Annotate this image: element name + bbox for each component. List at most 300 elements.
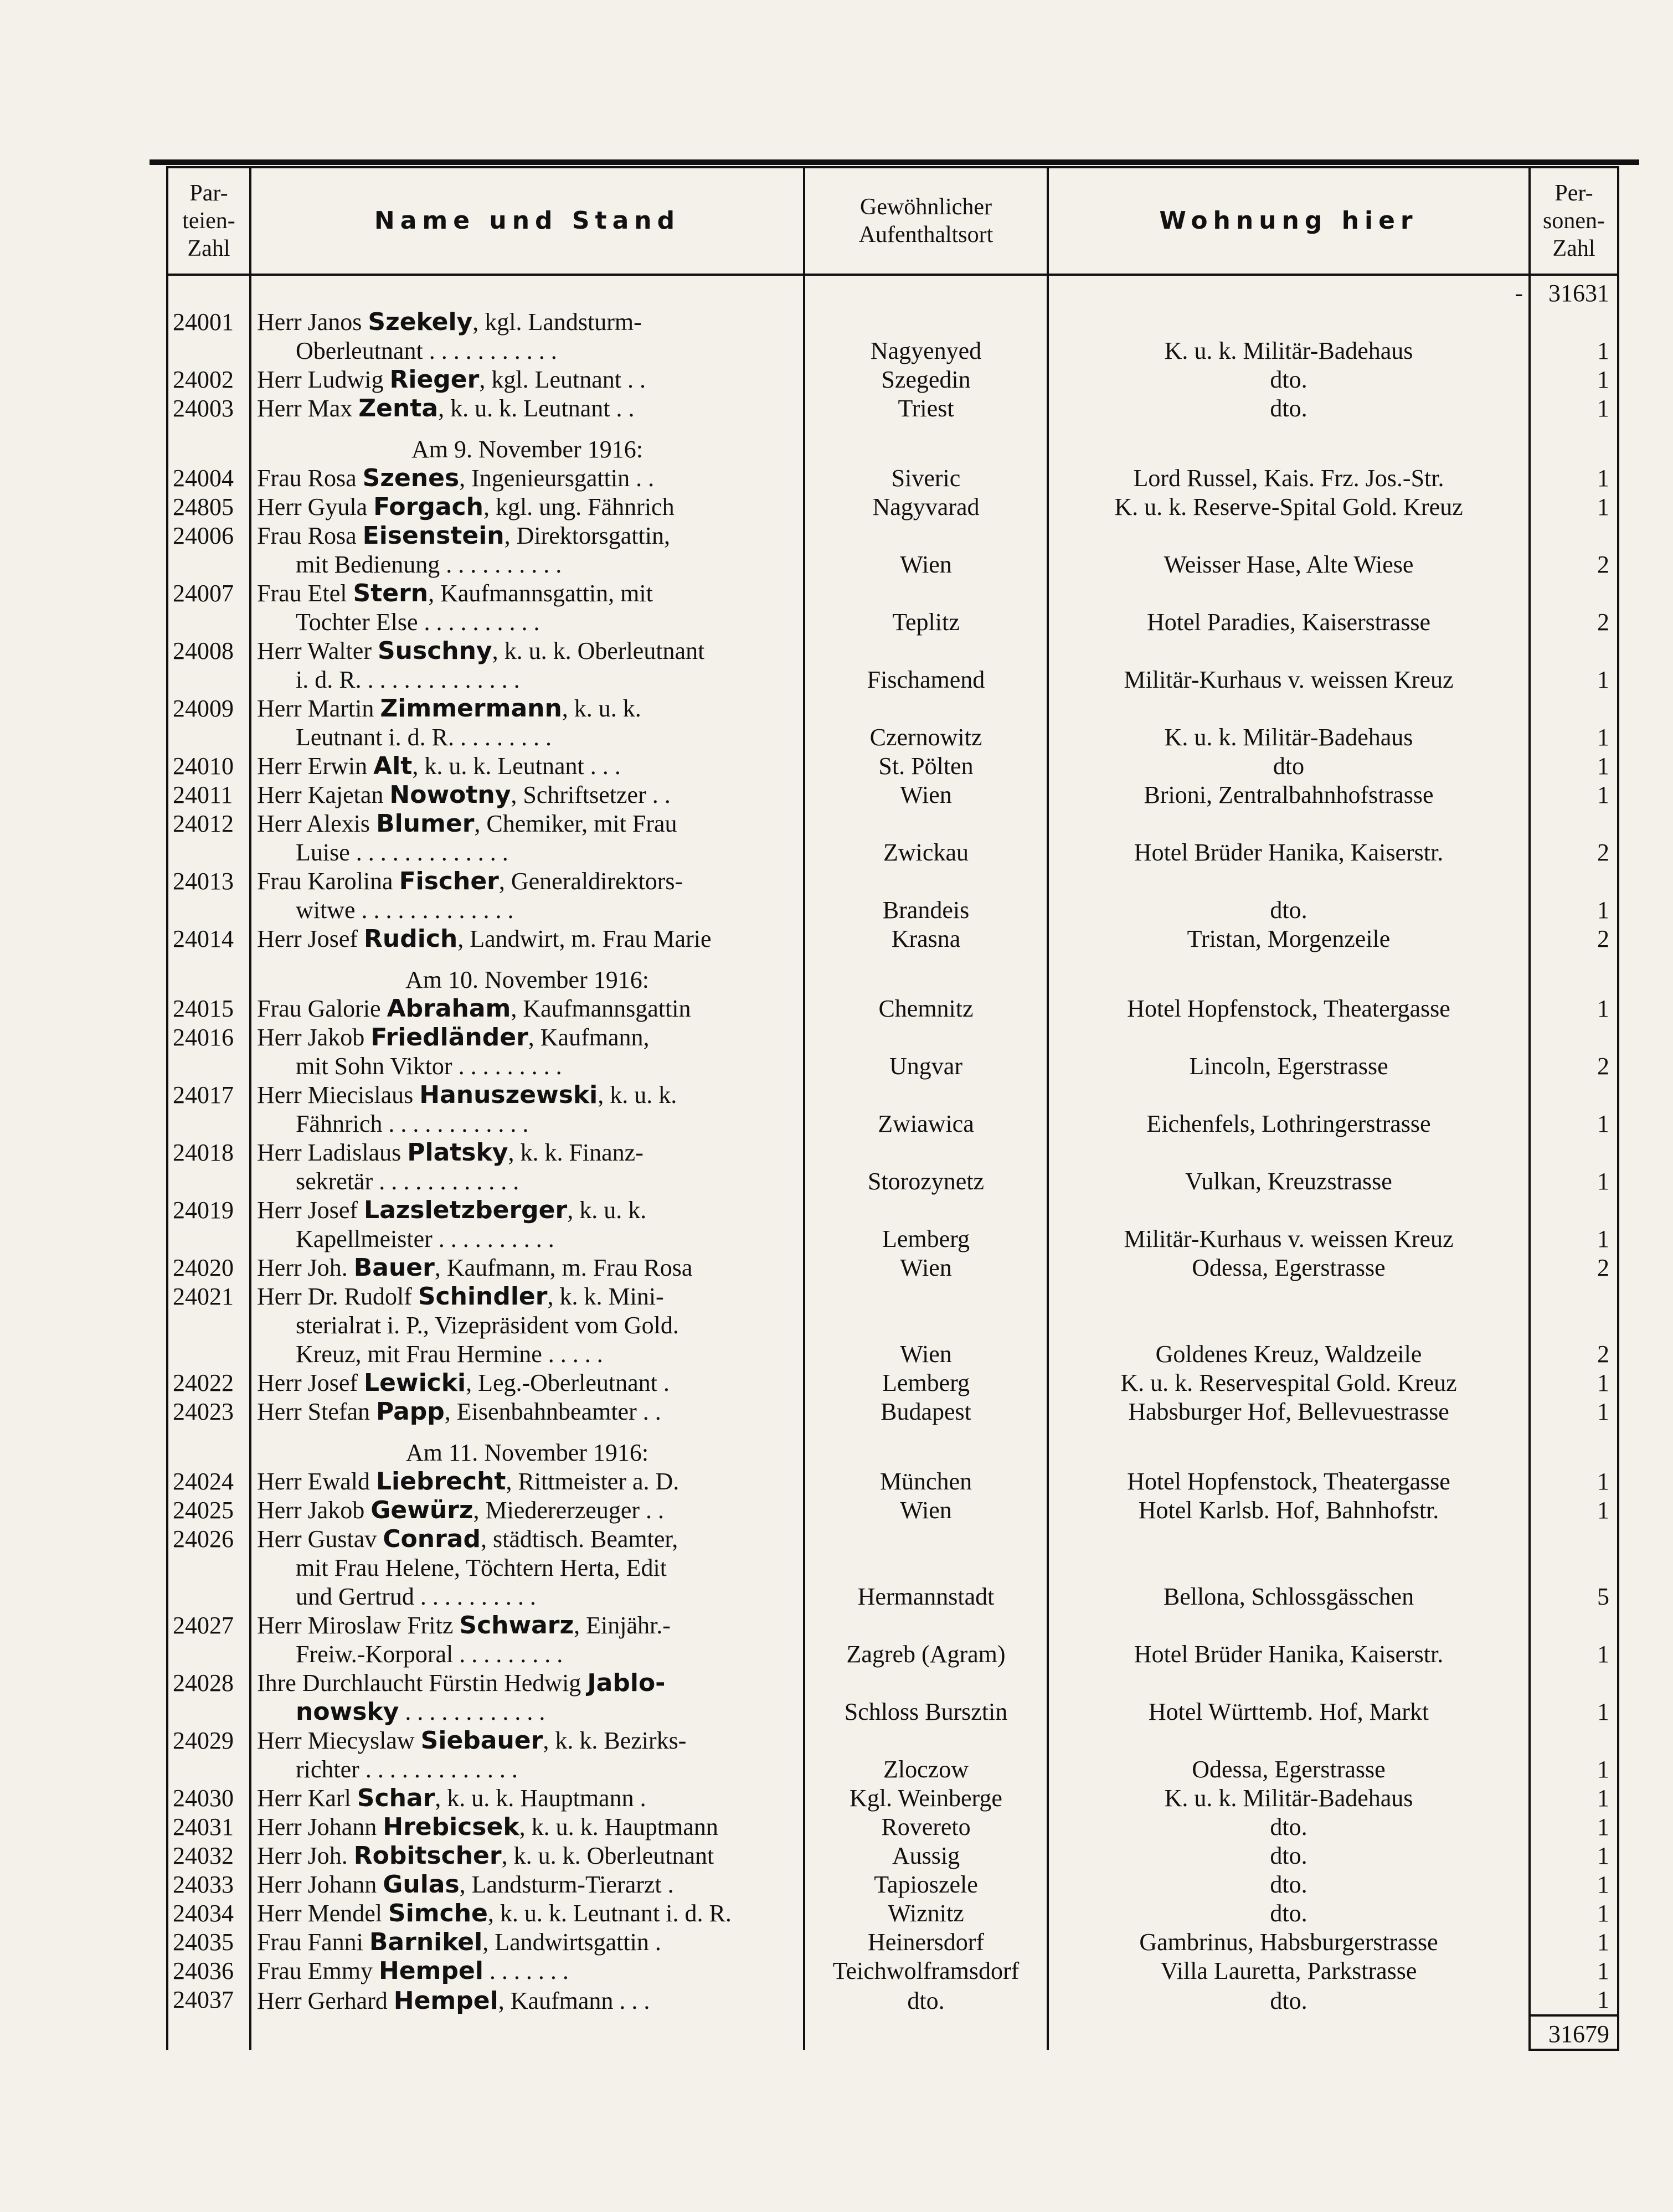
name-line [257, 1282, 797, 1311]
name-line [257, 637, 797, 666]
continuation-text: i. d. R. . . . . . . . . . . . . . [296, 666, 520, 693]
usual-residence: Zwiawica [804, 1081, 1048, 1138]
name-line [257, 925, 797, 953]
continuation-text: sterialrat i. P., Vizepräsident vom Gold. [296, 1312, 679, 1339]
name-and-status [250, 1023, 804, 1081]
name-prefix: Herr Kajetan [257, 781, 390, 808]
usual-residence: Brandeis [804, 867, 1048, 925]
header-usual-residence: Gewöhnlicher Aufenthaltsort [804, 167, 1048, 275]
name-and-status [250, 1081, 804, 1138]
surname: Schindler [418, 1282, 548, 1311]
register-entry-row [167, 1784, 1618, 1813]
name-and-status [250, 1611, 804, 1669]
name-suffix: , kgl. Leutnant . . [479, 366, 646, 393]
name-prefix: Herr Johann [257, 1871, 383, 1898]
name-prefix: Herr Miecyslaw [257, 1727, 421, 1754]
name-line [257, 464, 797, 493]
surname: Rudich [364, 925, 458, 953]
register-entry-row [167, 1023, 1618, 1081]
empty-cell [804, 1426, 1048, 1467]
name-line [257, 1023, 797, 1052]
continuation-text: Tochter Else . . . . . . . . . . [296, 609, 540, 636]
name-line [257, 1726, 797, 1755]
usual-residence: Wien [804, 1282, 1048, 1369]
empty-cell [1048, 423, 1530, 464]
register-entry-row [167, 308, 1618, 365]
party-number: 24021 [167, 1282, 250, 1369]
surname: Hempel [393, 1987, 498, 2015]
party-number: 24013 [167, 867, 250, 925]
name-suffix: , Miedererzeuger . . [473, 1497, 664, 1524]
name-continuation [257, 1554, 797, 1582]
person-count: 2 [1530, 1254, 1618, 1282]
usual-residence: Ungvar [804, 1023, 1048, 1081]
name-line [257, 493, 797, 522]
person-count: 1 [1530, 365, 1618, 394]
register-entry-row [167, 1398, 1618, 1426]
name-and-status [250, 1986, 804, 2015]
name-and-status [250, 781, 804, 809]
usual-residence: Fischamend [804, 637, 1048, 694]
register-entry-row [167, 809, 1618, 867]
name-suffix: , k. u. k. Leutnant i. d. R. [487, 1900, 732, 1927]
person-count: 1 [1530, 1369, 1618, 1398]
name-and-status [250, 1525, 804, 1611]
name-suffix: , Landwirtsgattin . [482, 1929, 661, 1956]
usual-residence: Wien [804, 1496, 1048, 1525]
final-total: 31679 [1530, 2015, 1618, 2050]
usual-residence: Heinersdorf [804, 1928, 1048, 1957]
name-suffix: , Kaufmann, [528, 1024, 650, 1051]
surname: Schwarz [459, 1611, 574, 1639]
person-count: 2 [1530, 809, 1618, 867]
party-number: 24010 [167, 752, 250, 781]
name-and-status [250, 994, 804, 1023]
name-prefix: Herr Johann [257, 1813, 383, 1840]
top-rule [150, 159, 1639, 165]
person-count: 1 [1530, 1138, 1618, 1196]
date-heading: Am 11. November 1916: [250, 1426, 804, 1467]
name-suffix: , k. u. k. Leutnant . . [438, 395, 635, 422]
name-prefix: Herr Ladislaus [257, 1139, 408, 1166]
name-suffix: , Chemiker, mit Frau [474, 810, 677, 837]
header-lodging: Wohnung hier [1048, 167, 1530, 275]
person-count: 1 [1530, 1870, 1618, 1899]
name-suffix: , k. u. k. [562, 695, 641, 722]
person-count: 1 [1530, 1813, 1618, 1842]
name-prefix: Frau Fanni [257, 1929, 369, 1956]
name-prefix: Herr Dr. Rudolf [257, 1283, 418, 1310]
party-number: 24008 [167, 637, 250, 694]
register-entry-row [167, 1928, 1618, 1957]
name-suffix: , Direktorsgattin, [504, 522, 671, 549]
party-number: 24009 [167, 694, 250, 752]
name-suffix: , k. u. k. [567, 1197, 647, 1224]
name-prefix: Herr Josef [257, 1369, 364, 1396]
name-and-status [250, 809, 804, 867]
continuation-text: . . . . . . . . . . . . [399, 1698, 545, 1725]
name-and-status [250, 867, 804, 925]
name-continuation [257, 550, 797, 579]
name-and-status [250, 1899, 804, 1928]
person-count: 5 [1530, 1525, 1618, 1611]
continuation-text: Oberleutnant . . . . . . . . . . . [296, 337, 557, 364]
usual-residence: Nagyvarad [804, 493, 1048, 522]
usual-residence: Zagreb (Agram) [804, 1611, 1048, 1669]
name-and-status [250, 925, 804, 953]
person-count: 1 [1530, 1842, 1618, 1870]
usual-residence: Hermannstadt [804, 1525, 1048, 1611]
name-line [257, 1669, 797, 1698]
name-suffix: , Kaufmann, m. Frau Rosa [434, 1254, 693, 1281]
name-prefix: Frau Emmy [257, 1957, 379, 1984]
name-line [257, 694, 797, 723]
usual-residence: München [804, 1467, 1048, 1496]
name-continuation [257, 1311, 797, 1340]
surname: Platsky [407, 1138, 508, 1167]
name-line [257, 1928, 797, 1957]
person-count: 1 [1530, 1611, 1618, 1669]
lodging-address: Tristan, Morgenzeile [1048, 925, 1530, 953]
party-number: 24026 [167, 1525, 250, 1611]
name-continuation [257, 1698, 797, 1726]
register-entry-row [167, 522, 1618, 579]
lodging-address: Weisser Hase, Alte Wiese [1048, 522, 1530, 579]
party-number: 24017 [167, 1081, 250, 1138]
name-and-status [250, 522, 804, 579]
header-party-number: Par- teien- Zahl [167, 167, 250, 275]
party-number: 24025 [167, 1496, 250, 1525]
name-suffix: , k. u. k. Oberleutnant [492, 637, 705, 664]
surname: Blumer [376, 809, 475, 838]
party-number: 24032 [167, 1842, 250, 1870]
name-line [257, 1870, 797, 1899]
person-count: 1 [1530, 752, 1618, 781]
surname: Liebrecht [376, 1467, 506, 1496]
name-and-status [250, 1726, 804, 1784]
name-and-status [250, 394, 804, 423]
name-prefix: Herr Mendel [257, 1900, 389, 1927]
party-number: 24006 [167, 522, 250, 579]
name-line [257, 308, 797, 337]
name-continuation [257, 1225, 797, 1254]
name-prefix: Herr Miroslaw Fritz [257, 1612, 460, 1639]
register-entry-row [167, 1986, 1618, 2015]
usual-residence: Lemberg [804, 1369, 1048, 1398]
name-and-status [250, 464, 804, 493]
continuation-text: witwe . . . . . . . . . . . . . [296, 896, 514, 924]
surname: Lewicki [364, 1369, 466, 1397]
lodging-address: Hotel Hopfenstock, Theatergasse [1048, 1467, 1530, 1496]
party-number: 24007 [167, 579, 250, 637]
surname: Robitscher [353, 1842, 502, 1870]
surname: Simche [388, 1899, 488, 1927]
name-line [257, 1254, 797, 1282]
name-prefix: Herr Gustav [257, 1525, 383, 1553]
register-entry-row [167, 1196, 1618, 1254]
party-number: 24037 [167, 1986, 250, 2015]
name-and-status [250, 637, 804, 694]
surname: Lazsletzberger [364, 1196, 568, 1224]
empty-cell [804, 2015, 1048, 2050]
usual-residence: Triest [804, 394, 1048, 423]
total-row [167, 2015, 1618, 2050]
name-and-status [250, 1957, 804, 1986]
lodging-address: Hotel Paradies, Kaiserstrasse [1048, 579, 1530, 637]
lodging-address: K. u. k. Militär-Badehaus [1048, 308, 1530, 365]
lodging-address: K. u. k. Militär-Badehaus [1048, 694, 1530, 752]
person-count: 1 [1530, 1928, 1618, 1957]
header-name: Name und Stand [250, 167, 804, 275]
person-count: 2 [1530, 522, 1618, 579]
party-number: 24033 [167, 1870, 250, 1899]
surname: Szekely [368, 308, 473, 336]
name-suffix: , k. u. k. Oberleutnant [501, 1842, 714, 1869]
name-and-status [250, 1369, 804, 1398]
usual-residence: Aussig [804, 1842, 1048, 1870]
surname: Barnikel [369, 1928, 483, 1956]
name-continuation [257, 1755, 797, 1784]
name-line [257, 1138, 797, 1167]
person-count: 1 [1530, 308, 1618, 365]
party-number: 24028 [167, 1669, 250, 1726]
name-continuation [257, 608, 797, 637]
name-continuation [257, 896, 797, 925]
surname-continuation: nowsky [296, 1698, 399, 1726]
continuation-text: mit Bedienung . . . . . . . . . . [296, 551, 562, 578]
usual-residence: Teplitz [804, 579, 1048, 637]
person-count: 1 [1530, 1899, 1618, 1928]
name-suffix: , kgl. ung. Fähnrich [483, 493, 675, 520]
carry-over-total: 31631 [1530, 275, 1618, 308]
name-line [257, 1813, 797, 1842]
person-count: 1 [1530, 637, 1618, 694]
name-prefix: Herr Josef [257, 1197, 364, 1224]
name-suffix: , städtisch. Beamter, [481, 1525, 678, 1553]
continuation-text: Freiw.-Korporal . . . . . . . . . [296, 1641, 563, 1668]
surname: Rieger [389, 365, 480, 394]
name-prefix: Herr Alexis [257, 810, 377, 837]
party-number: 24035 [167, 1928, 250, 1957]
lodging-address: dto. [1048, 1813, 1530, 1842]
empty-cell [1048, 1426, 1530, 1467]
surname: Jablo- [587, 1669, 666, 1697]
name-line [257, 522, 797, 550]
lodging-address: Lord Russel, Kais. Frz. Jos.-Str. [1048, 464, 1530, 493]
name-line [257, 1899, 797, 1928]
lodging-address: Hotel Brüder Hanika, Kaiserstr. [1048, 809, 1530, 867]
person-count: 1 [1530, 1081, 1618, 1138]
person-count: 1 [1530, 994, 1618, 1023]
name-suffix: , k. u. k. Hauptmann [519, 1813, 718, 1840]
name-line [257, 365, 797, 394]
usual-residence: Tapioszele [804, 1870, 1048, 1899]
person-count: 1 [1530, 1496, 1618, 1525]
lodging-address: Hotel Hopfenstock, Theatergasse [1048, 994, 1530, 1023]
party-number: 24019 [167, 1196, 250, 1254]
name-prefix: Herr Walter [257, 637, 378, 664]
name-line [257, 1467, 797, 1496]
register-entry-row [167, 464, 1618, 493]
register-entry-row [167, 867, 1618, 925]
surname: Stern [353, 579, 429, 607]
usual-residence: Zwickau [804, 809, 1048, 867]
party-number: 24011 [167, 781, 250, 809]
name-continuation [257, 337, 797, 365]
name-line [257, 1611, 797, 1640]
lodging-address: Bellona, Schlossgässchen [1048, 1525, 1530, 1611]
party-number: 24001 [167, 308, 250, 365]
name-prefix: Herr Joh. [257, 1842, 354, 1869]
name-line [257, 781, 797, 809]
usual-residence: Zloczow [804, 1726, 1048, 1784]
name-suffix: , Rittmeister a. D. [506, 1468, 680, 1495]
name-suffix: , Kaufmannsgattin, mit [428, 580, 653, 607]
continuation-text: Luise . . . . . . . . . . . . . [296, 839, 508, 866]
name-prefix: Ihre Durchlaucht Fürstin Hedwig [257, 1669, 588, 1697]
person-count: 1 [1530, 1784, 1618, 1813]
register-entry-row [167, 1369, 1618, 1398]
name-suffix: , kgl. Landsturm- [472, 308, 642, 336]
name-and-status [250, 1196, 804, 1254]
name-prefix: Frau Rosa [257, 465, 363, 492]
surname: Suschny [377, 637, 492, 665]
name-line [257, 867, 797, 896]
name-and-status [250, 1398, 804, 1426]
usual-residence: Lemberg [804, 1196, 1048, 1254]
name-and-status [250, 1138, 804, 1196]
name-continuation [257, 838, 797, 867]
name-line [257, 1369, 797, 1398]
empty-cell [167, 423, 250, 464]
surname: Abraham [387, 994, 511, 1023]
header-row [167, 167, 1618, 275]
register-entry-row [167, 1899, 1618, 1928]
surname: Fischer [399, 867, 499, 895]
lodging-address: Hotel Württemb. Hof, Markt [1048, 1669, 1530, 1726]
name-continuation [257, 1640, 797, 1669]
person-count: 1 [1530, 694, 1618, 752]
name-and-status [250, 365, 804, 394]
name-line [257, 394, 797, 423]
continuation-text: Fähnrich . . . . . . . . . . . . [296, 1110, 529, 1137]
register-entry-row [167, 365, 1618, 394]
register-entry-row [167, 1870, 1618, 1899]
name-continuation-2: und Gertrud . . . . . . . . . . [296, 1583, 536, 1610]
register-entry-row [167, 1669, 1618, 1726]
name-and-status [250, 579, 804, 637]
continuation-text: mit Sohn Viktor . . . . . . . . . [296, 1053, 562, 1080]
name-continuation-2: Kreuz, mit Frau Hermine . . . . . [296, 1340, 603, 1368]
name-and-status [250, 1467, 804, 1496]
usual-residence: Wien [804, 1254, 1048, 1282]
name-line [257, 1842, 797, 1870]
party-number: 24015 [167, 994, 250, 1023]
party-number: 24024 [167, 1467, 250, 1496]
name-continuation [257, 723, 797, 752]
guest-register-table [166, 166, 1619, 2051]
lodging-address: dto [1048, 752, 1530, 781]
lodging-address: Militär-Kurhaus v. weissen Kreuz [1048, 1196, 1530, 1254]
person-count: 1 [1530, 493, 1618, 522]
lodging-address: dto. [1048, 394, 1530, 423]
register-entry-row [167, 1254, 1618, 1282]
lodging-address: K. u. k. Reserve-Spital Gold. Kreuz [1048, 493, 1530, 522]
usual-residence: Wiznitz [804, 1899, 1048, 1928]
lodging-address: dto. [1048, 1842, 1530, 1870]
surname: Hanuszewski [419, 1081, 598, 1109]
lodging-address: Gambrinus, Habsburgerstrasse [1048, 1928, 1530, 1957]
register-entry-row [167, 752, 1618, 781]
lodging-address: dto. [1048, 1870, 1530, 1899]
name-prefix: Frau Karolina [257, 868, 399, 895]
name-line [257, 752, 797, 781]
date-heading-row [167, 423, 1618, 464]
name-prefix: Herr Erwin [257, 752, 374, 780]
person-count: 1 [1530, 1196, 1618, 1254]
empty-cell [1530, 423, 1618, 464]
continuation-text: mit Frau Helene, Töchtern Herta, Edit [296, 1554, 667, 1581]
party-number: 24030 [167, 1784, 250, 1813]
usual-residence: Teichwolframsdorf [804, 1957, 1048, 1986]
usual-residence: Rovereto [804, 1813, 1048, 1842]
name-line [257, 579, 797, 608]
usual-residence: Wien [804, 522, 1048, 579]
name-prefix: Herr Ewald [257, 1468, 377, 1495]
usual-residence: Szegedin [804, 365, 1048, 394]
party-number: 24002 [167, 365, 250, 394]
name-suffix: , k. u. k. Hauptmann . [435, 1785, 646, 1812]
name-line [257, 994, 797, 1023]
surname: Alt [373, 752, 413, 780]
carry-over-marker: - [1048, 275, 1530, 308]
date-heading: Am 10. November 1916: [250, 953, 804, 994]
usual-residence: Wien [804, 781, 1048, 809]
register-entry-row [167, 1726, 1618, 1784]
lodging-address: Vulkan, Kreuzstrasse [1048, 1138, 1530, 1196]
name-suffix: , Landsturm-Tierarzt . [459, 1871, 674, 1898]
empty-cell [804, 423, 1048, 464]
usual-residence: Budapest [804, 1398, 1048, 1426]
person-count: 1 [1530, 1726, 1618, 1784]
name-line [257, 1987, 797, 2015]
register-entry-row [167, 694, 1618, 752]
usual-residence: Krasna [804, 925, 1048, 953]
lodging-address: K. u. k. Militär-Badehaus [1048, 1784, 1530, 1813]
surname: Nowotny [389, 781, 511, 809]
name-suffix: , Kaufmannsgattin [511, 995, 691, 1022]
register-entry-row [167, 579, 1618, 637]
name-prefix: Herr Martin [257, 695, 380, 722]
carry-over-row [167, 275, 1618, 308]
lodging-address: dto. [1048, 365, 1530, 394]
lodging-address: K. u. k. Reservespital Gold. Kreuz [1048, 1369, 1530, 1398]
usual-residence: dto. [804, 1986, 1048, 2015]
date-heading: Am 9. November 1916: [250, 423, 804, 464]
name-continuation [257, 1167, 797, 1196]
name-line [257, 1525, 797, 1554]
name-continuation [257, 1052, 797, 1081]
name-prefix: Herr Joh. [257, 1254, 354, 1281]
surname: Schar [357, 1784, 435, 1812]
register-entry-row [167, 925, 1618, 953]
register-entry-row [167, 781, 1618, 809]
party-number: 24003 [167, 394, 250, 423]
name-suffix: , Ingenieursgattin . . [459, 465, 655, 492]
date-heading-row [167, 953, 1618, 994]
party-number: 24004 [167, 464, 250, 493]
date-heading-row [167, 1426, 1618, 1467]
